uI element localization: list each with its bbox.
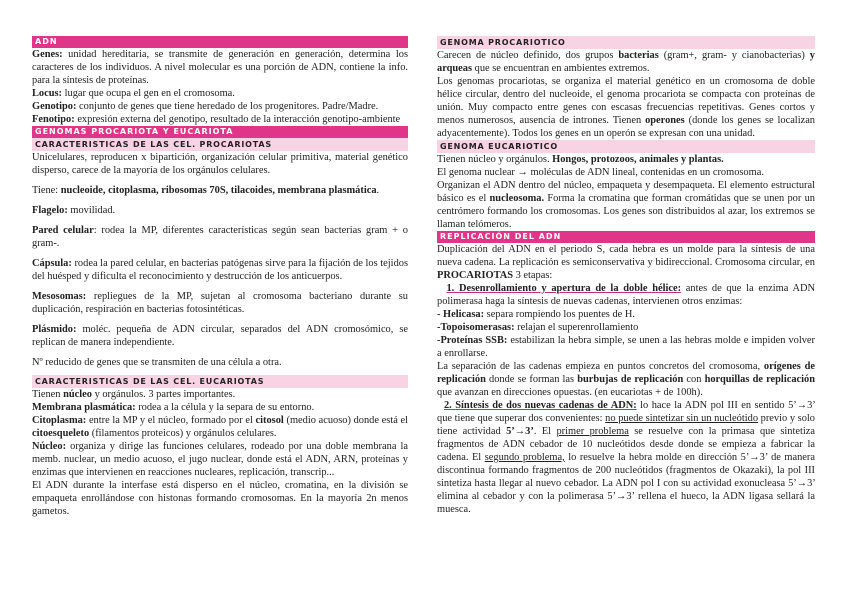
tiene-bold: nucleoide, citoplasma, ribosomas 70S, tilacoides, membrana plasmática [60,185,377,196]
eucariotico-p1-a: Tienen núcleo y orgánulos. [437,154,553,165]
numero-genes: Nº reducido de genes que se transmiten de una célula a otra. [32,357,282,368]
locus-text: lugar que ocupa el gen en el cromosoma. [62,88,235,99]
subheader-genoma-eucariotico: GENOMA EUCARIOTICO [437,140,815,153]
step2-text-i: rellena el hueco, la ADN ligasa sellará la muesca. [437,491,815,515]
replicacion-p1 [437,243,815,282]
citosol-term: citosol [255,415,284,426]
direction-53-b: 5’→3’ [506,426,534,437]
topoisomerasas-term: -Topoisomerasas: [437,322,515,333]
genotipo-definition [32,100,408,113]
ssb-term: -Proteínas SSB: [437,335,508,346]
interfase-paragraph: El ADN durante la interfase está disperso en el núcleo, cromatina, en la división se empaqueta enrollándose con histonas formando cromosomas. En la mayoría 2n menos gametos. [32,480,408,517]
eucariotico-p2: El genoma nuclear → moléculas de ADN lineal, contenidas en un cromosoma. [437,167,764,178]
replicacion-p2-b: donde se forman las [485,374,578,385]
helicasa-item [437,308,815,321]
nucleo-definition [32,440,408,479]
procariotas-intro: Unicelulares, reproducen x bipartición, organización celular primitiva, material genético disperso, carece de la mayoría de los orgánulos celulares. [32,152,408,176]
procariotico-p1-c: que se encuentran en ambientes extremos. [472,63,650,74]
capsula-text: rodea la pared celular, en bacterias patógenas sirve para la fijación de los tejidos del huésped y dificulta el reconocimiento y destrucción de los anticuerpos. [32,258,408,282]
genotipo-text: conjunto de genes que tiene heredado de los progenitores. Padre/Madre. [76,101,379,112]
mesosomas-term: Mesosomas: [32,291,87,302]
step2-text-e: se resuelve con la primasa que sintetiza fragmentos de ADN cebador de 10 nucleótidos desde donde se empieza a fabricar la cadena. El [437,426,815,463]
replicacion-p2-d: que avanzan en direcciones opuestas. (en eucariotas + de 100h). [437,387,703,398]
segundo-problema: segundo problema, [484,452,565,463]
procariotico-p2 [437,75,815,140]
topoisomerasas-text: relajan el superenrollamiento [514,322,639,333]
genotipo-term: Genotipo: [32,101,77,112]
nucleo-term: Núcleo: [32,441,67,452]
step2-text-c: previo y solo tiene actividad [437,413,815,437]
procariotico-p1 [437,49,815,75]
eucariotas-tienen [32,388,408,401]
eucariotico-p3 [437,179,815,231]
replicacion-p2-c: con [683,374,705,385]
replicacion-p1-a: Duplicación del ADN en el periodo S, cada hebra es un molde para la síntesis de una nueva cadena. La replicación es semiconservativa y bidireccional. Cromosoma circular, en [437,244,815,268]
citoplasma-text-c: (filamentos proteicos) y orgánulos celulares. [89,428,277,439]
arqueas-term: y arqueas [437,50,815,74]
step2-text-b: que tiene que superar dos convenientes: [437,413,606,424]
fenotipo-text: expresión externa del genotipo, resultado de la interacción genotipo-ambiente [74,114,401,125]
subheader-procariotas: CARACTERISTICAS DE LAS CEL. PROCARIOTAS [32,138,408,151]
procariotas-term: PROCARIOTAS [437,270,514,281]
left-column [32,36,408,518]
pared-term: Pared celular [32,225,94,236]
step1-paragraph [437,282,815,308]
capsula-term: Cápsula: [32,258,72,269]
section-header-replicacion: REPLICACIÓN DEL ADN [437,231,815,243]
step2-text-f: lo resuelve la hebra molde en dirección [564,452,741,463]
citoplasma-text-b: (medio acuoso) donde está el [283,415,408,426]
plasmido-text: moléc. pequeña de ADN circular, separados del ADN cromosómico, se replican de manera independiente. [32,324,408,348]
eucariotico-p3-a: Organizan el ADN dentro del núcleo, empaqueta y desempaqueta. El elemento estructural básico es el [437,180,815,204]
procariotico-p2-b: (donde los genes se localizan adyacentemente). Todos los genes en un operón se expresan con una unidad. [437,115,815,139]
direction-53-a: 5’→3’ [788,400,815,411]
replicacion-p1-b: 3 etapas: [513,270,553,281]
tienen-rest: y orgánulos. 3 partes importantes. [91,389,236,400]
nucleosoma-term: nucleosoma. [489,193,545,204]
bacterias-term: bacterias [618,50,659,61]
burbujas-term: burbujas de replicación [577,374,684,385]
mesosomas-text: repliegues de la MP, sujetan al cromosoma bacteriano durante su duplicación, respiración en bacterias fotosintéticas. [32,291,408,315]
direction-53-e: 5’→3’ [607,491,635,502]
genes-definition [32,48,408,87]
section-header-genomas: GENOMAS PROCARIOTA Y EUCARIOTA [32,126,408,138]
pared-definition [32,224,408,250]
procariotico-p1-b: (gram+, gram- y cianobacterias) [658,50,810,61]
helicasa-text: separa rompiendo los puentes de H. [484,309,635,320]
flagelo-definition [32,204,408,217]
step1-title: Desenrollamiento y apertura de la doble hélice: [458,283,682,294]
tienen-lead: Tienen [32,389,64,400]
step2-text-g: de manera discontinua formando fragmentos de 200 nucleótidos (fragmentos de Okazaki), la pol III sintetiza hasta llegar al nuevo cebador. La ADN pol I con su actividad exonucleasa [437,452,815,489]
citoplasma-definition [32,414,408,440]
step2-text-h: elimina al cebador y con la polimerasa [437,491,608,502]
membrana-text: rodea a la célula y la separa de su entorno. [135,402,315,413]
procariotico-p2-a: Los genomas procariotas, se organiza el material genético en un cromosoma de doble hélice circular, dentro del nucleoide, el genoma procariota se compacta con proteínas de unión. Muy compacto entre genes con escasas frecuencias repetitivas. Genes cortos y menos numerosos, ausencia de intrones. Tienen [437,76,815,126]
subheader-genoma-procariotico: GENOMA PROCARIOTICO [437,36,815,49]
operones-term: operones [645,115,685,126]
direction-53-c: 5’→3’ [740,452,768,463]
flagelo-term: Flagelo: [32,205,68,216]
pared-text: : rodea la MP, diferentes características según sean bacterias gram + o gram-. [32,225,408,249]
replicacion-p2 [437,360,815,399]
step2-text-d: . El [533,426,557,437]
citoplasma-text-a: entre la MP y el núcleo, formado por el [86,415,256,426]
primer-problema: primer problema [556,426,629,437]
helicasa-term: - Helicasa: [437,309,485,320]
step1-number: 1. [446,283,459,294]
tienen-bold: núcleo [63,389,92,400]
subheader-eucariotas: CARACTERISTICAS DE LAS CEL. EUCARIOTAS [32,375,408,388]
citoesqueleto-term: citoesqueleto [32,428,90,439]
locus-term: Locus: [32,88,63,99]
procariotas-tiene [32,184,408,197]
fenotipo-term: Fenotipo: [32,114,75,125]
topoisomerasas-item [437,321,815,334]
procariotico-p1-a: Carecen de núcleo definido, dos grupos [437,50,619,61]
flagelo-text: movilidad. [67,205,116,216]
capsula-definition [32,257,408,283]
genes-term: Genes: [32,49,63,60]
direction-53-d: 5’→3’ [788,478,815,489]
locus-definition [32,87,408,100]
horquillas-term: horquillas de replicación [704,374,815,385]
ssb-text: estabilizan la hebra simple, se unen a las hebras molde e impiden volver a enrollarse. [437,335,815,359]
step2-paragraph [437,399,815,516]
membrana-term: Membrana plasmática: [32,402,136,413]
step2-number: 2. [443,400,456,411]
membrana-definition [32,401,408,414]
step1-text: antes de que la enzima ADN polimerasa haga la síntesis de nuevas cadenas, intervienen otros enzimas: [437,283,816,307]
fenotipo-definition [32,113,408,126]
nucleo-text: organiza y dirige las funciones celulares, rodeado por una doble membrana la memb. nuclear, un medio acuoso, el jugo nuclear, donde está el ADN, ARN, proteínas y enzimas que intervienen en reacciones nucleares, replicación, transcrip... [32,441,408,478]
eucariotico-p1-bold: Hongos, protozoos, animales y plantas. [552,154,724,165]
genes-text: unidad hereditaria, se transmite de generación en generación, determina los caracteres de los individuos. A nivel molecular es una porción de ADN, contiene la info. para la síntesis de proteínas. [32,49,408,86]
citoplasma-term: Citoplasma: [32,415,87,426]
tiene-lead: Tiene: [32,185,61,196]
tiene-end: . [376,185,380,196]
replicacion-p2-a: La separación de las cadenas empieza en puntos concretos del cromosoma, [437,361,764,372]
mesosomas-definition [32,290,408,316]
no-puede-phrase: no puede sintetizar sin un nucleótido [605,413,759,424]
origenes-term: orígenes de replicación [437,361,815,385]
ssb-item [437,334,815,360]
step2-text-a: lo hace la ADN pol III en sentido [636,400,789,411]
plasmido-term: Plásmido: [32,324,77,335]
step2-title: Síntesis de dos nuevas cadenas de ADN: [455,400,637,411]
eucariotico-p1 [437,153,815,166]
right-column [437,36,815,516]
plasmido-definition [32,323,408,349]
section-header-adn: ADN [32,36,408,48]
eucariotico-p3-b: Forma la cromatina que forman cromátidas que se unen por un centrómero formando los cromosomas. Los genes son distribuidos al azar, los extremos se llaman telómeros. [437,193,815,230]
